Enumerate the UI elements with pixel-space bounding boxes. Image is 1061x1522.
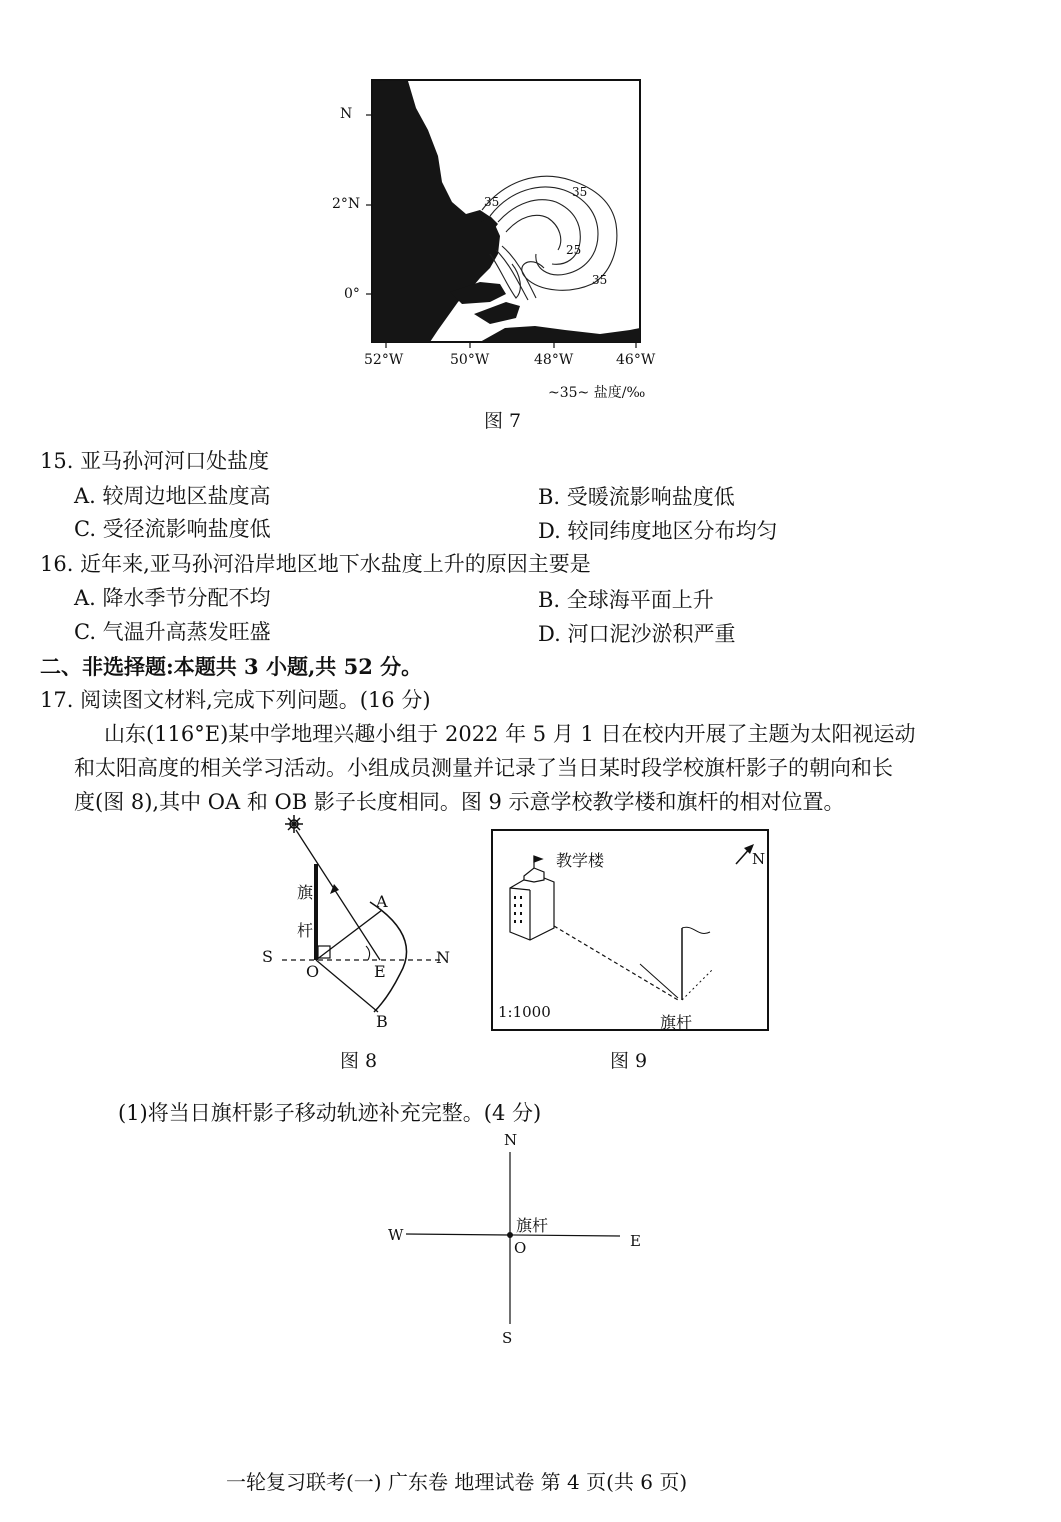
compass-s-label: S [502, 1329, 513, 1347]
question-15-option-a: A. 较周边地区盐度高 [74, 484, 271, 508]
lon-label-46w: 46°W [616, 352, 656, 368]
pole-label: 旗 [297, 883, 314, 902]
contour-label: 25 [566, 243, 582, 257]
question-16-option-a: A. 降水季节分配不均 [74, 586, 271, 610]
figure-8 [250, 812, 470, 1032]
lon-label-48w: 48°W [534, 352, 574, 368]
shadow-diagram [250, 812, 470, 1032]
page-footer: 一轮复习联考(一) 广东卷 地理试卷 第 4 页(共 6 页) [226, 1470, 688, 1494]
question-17-paragraph-line: 度(图 8),其中 OA 和 OB 影子长度相同。图 9 示意学校教学楼和旗杆的相对位置。 [74, 790, 845, 814]
compass-o-label: O [514, 1239, 527, 1257]
sun-icon [285, 815, 303, 833]
figure-7-caption: 图 7 [484, 410, 522, 432]
question-17-paragraph-line: 和太阳高度的相关学习活动。小组成员测量并记录了当日某时段学校旗杆影子的朝向和长 [74, 756, 893, 780]
lat-label-0: 0° [344, 286, 360, 302]
flagpole [314, 864, 318, 960]
lon-label-50w: 50°W [450, 352, 490, 368]
section-2-heading: 二、非选择题:本题共 3 小题,共 52 分。 [40, 654, 423, 679]
contour-label: 35 [572, 185, 588, 199]
question-15-option-c: C. 受径流影响盐度低 [74, 517, 271, 541]
angle-marker [366, 946, 370, 960]
lat-label-top: N [340, 106, 353, 122]
point-e-label: E [374, 962, 386, 981]
question-16-stem: 16. 近年来,亚马孙河沿岸地区地下水盐度上升的原因主要是 [40, 552, 591, 576]
figure-8-caption: 图 8 [340, 1050, 378, 1072]
compass-flagpole-label: 旗杆 [516, 1216, 549, 1235]
compass-diagram [380, 1128, 660, 1348]
right-angle-marker [318, 946, 330, 958]
shadow-oa [316, 910, 382, 960]
point-b-label: B [376, 1012, 388, 1031]
question-15-option-d: D. 较同纬度地区分布均匀 [538, 519, 778, 543]
question-17-stem: 17. 阅读图文材料,完成下列问题。(16 分) [40, 688, 431, 712]
question-17-sub-1: (1)将当日旗杆影子移动轨迹补充完整。(4 分) [118, 1101, 542, 1125]
map-legend: ~35~ 盐度/‰ [548, 385, 646, 401]
direction-n-label: N [436, 948, 450, 967]
question-16-option-c: C. 气温升高蒸发旺盛 [74, 620, 271, 644]
question-16-option-b: B. 全球海平面上升 [538, 588, 714, 612]
compass-w-label: W [388, 1226, 404, 1244]
flagpole-point [507, 1232, 513, 1238]
contour-label: 35 [592, 273, 608, 287]
shadow-ob [316, 960, 378, 1012]
compass-cross [380, 1128, 660, 1348]
question-16-option-d: D. 河口泥沙淤积严重 [538, 622, 736, 646]
figure-9-caption: 图 9 [610, 1050, 648, 1072]
scale-label: 1:1000 [498, 1003, 551, 1021]
building-label: 教学楼 [556, 851, 605, 870]
lon-label-52w: 52°W [364, 352, 404, 368]
flagpole-label: 旗杆 [660, 1013, 693, 1032]
compass-n-label: N [504, 1131, 518, 1149]
direction-s-label: S [262, 947, 273, 966]
point-a-label: A [376, 892, 388, 911]
point-o-label: O [306, 962, 320, 981]
north-label: N [752, 850, 766, 868]
contour-label: 35 [484, 195, 500, 209]
shadow-arc [370, 902, 407, 1012]
pole-label: 杆 [297, 921, 314, 940]
salinity-map [330, 78, 670, 398]
compass-e-label: E [630, 1232, 641, 1250]
figure-7 [330, 78, 670, 398]
question-17-paragraph-line: 山东(116°E)某中学地理兴趣小组于 2022 年 5 月 1 日在校内开展了主题为太阳视运动 [104, 722, 916, 746]
question-15-option-b: B. 受暖流影响盐度低 [538, 485, 735, 509]
question-15-stem: 15. 亚马孙河河口处盐度 [40, 449, 270, 473]
lat-label-2n: 2°N [332, 196, 361, 212]
